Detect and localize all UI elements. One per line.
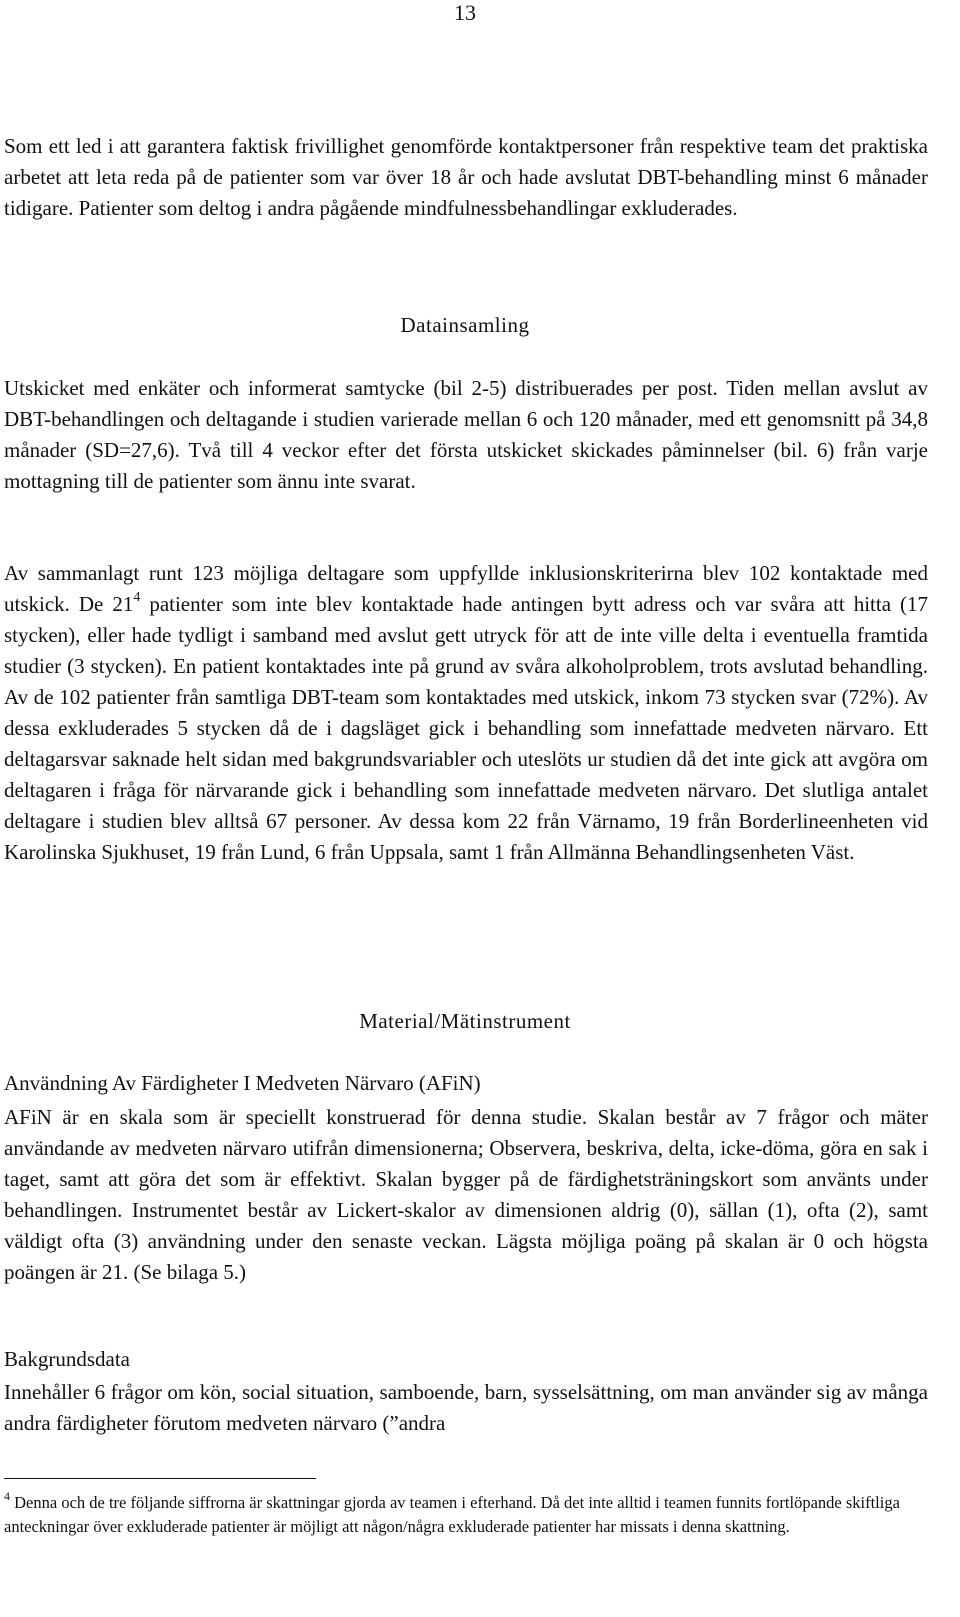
paragraph-deltagare-text-end: patienter som inte blev kontaktade hade antingen bytt adress och var svåra att hitta (17 stycken), eller hade tydligt i samband med avslut gett utryck för att de inte ville delta i eventuella framtida studier (3 stycken). En patient kontaktades inte på grund av svåra alkoholproblem, trots avslutad behandling. Av de 102 patienter från samtliga DBT-team som kontaktades med utskick, inkom 73 stycken svar (72%). Av dessa exkluderades 5 stycken då de i dagsläget gick i behandling som innefattade medveten närvaro. Ett deltagarsvar saknade helt sidan med bakgrundsvariabler och uteslöts ur studien då det inte gick att avgöra om deltagaren i fråga för närvarande gick i behandling som innefattade medveten närvaro. Det slutliga antalet deltagare i studien blev alltså 67 personer. Av dessa kom 22 från Värnamo, 19 från Borderlineenheten vid Karolinska Sjukhuset, 19 från Lund, 6 från Uppsala, samt 1 från Allmänna Behandlingsenheten Väst. <box>4 592 928 864</box>
paragraph-afin: AFiN är en skala som är speciellt konstruerad för denna studie. Skalan består av 7 frågor och mäter användande av medveten närvaro utifrån dimensionerna; Observera, beskriva, delta, icke-döma, göra en sak i taget, samt att göra det som är effektivt. Skalan bygger på de färdighetsträningskort som använts under behandlingen. Instrumentet består av Lickert-skalor av dimensionen aldrig (0), sällan (1), ofta (2), samt väldigt ofta (3) användning under den senaste veckan. Lägsta möjliga poäng på skalan är 0 och högsta poängen är 21. (Se bilaga 5.) <box>4 1105 928 1284</box>
paragraph-deltagare-text-start: Av sammanlagt runt 123 möjliga deltagare som uppfyllde inklusionskriterirna blev 102 kontaktade med utskick. De 21 <box>4 561 928 616</box>
page-number: 13 <box>454 0 476 25</box>
footnote-reference: 4 <box>133 590 141 605</box>
subheading-bakgrundsdata: Bakgrundsdata <box>4 1347 130 1371</box>
footnote <box>4 1488 928 1539</box>
paragraph-utskick: Utskicket med enkäter och informerat samtycke (bil 2-5) distribuerades per post. Tiden mellan avslut av DBT-behandlingen och deltagande i studien varierade mellan 6 och 120 månader, med ett genomsnitt på 34,8 månader (SD=27,6). Två till 4 veckor efter det första utskicket skickades påminnelser (bil. 6) från varje mottagning till de patienter som ännu inte svarat. <box>4 376 928 493</box>
section-heading-datainsamling: Datainsamling <box>400 313 530 337</box>
footnote-text: Denna och de tre följande siffrorna är skattningar gjorda av teamen i efterhand. Då det inte alltid i teamen funnits fortlöpande skiftliga anteckningar över exkluderade patienter är möjligt att någon/några exkluderade patienter har missats i denna skattning. <box>4 1493 900 1536</box>
paragraph-intro: Som ett led i att garantera faktisk frivillighet genomförde kontaktpersoner från respektive team det praktiska arbetet att leta reda på de patienter som var över 18 år och hade avslutat DBT-behandling minst 6 månader tidigare. Patienter som deltog i andra pågående mindfulnessbehandlingar exkluderades. <box>4 134 928 220</box>
paragraph-deltagare <box>4 558 928 868</box>
paragraph-bakgrundsdata: Innehåller 6 frågor om kön, social situation, samboende, barn, sysselsättning, om man använder sig av många andra färdigheter förutom medveten närvaro (”andra <box>4 1380 928 1435</box>
footnote-marker: 4 <box>4 1488 10 1503</box>
subheading-afin: Användning Av Färdigheter I Medveten Närvaro (AFiN) <box>4 1071 481 1095</box>
section-heading-material: Material/Mätinstrument <box>359 1009 571 1033</box>
footnote-divider <box>4 1478 316 1479</box>
